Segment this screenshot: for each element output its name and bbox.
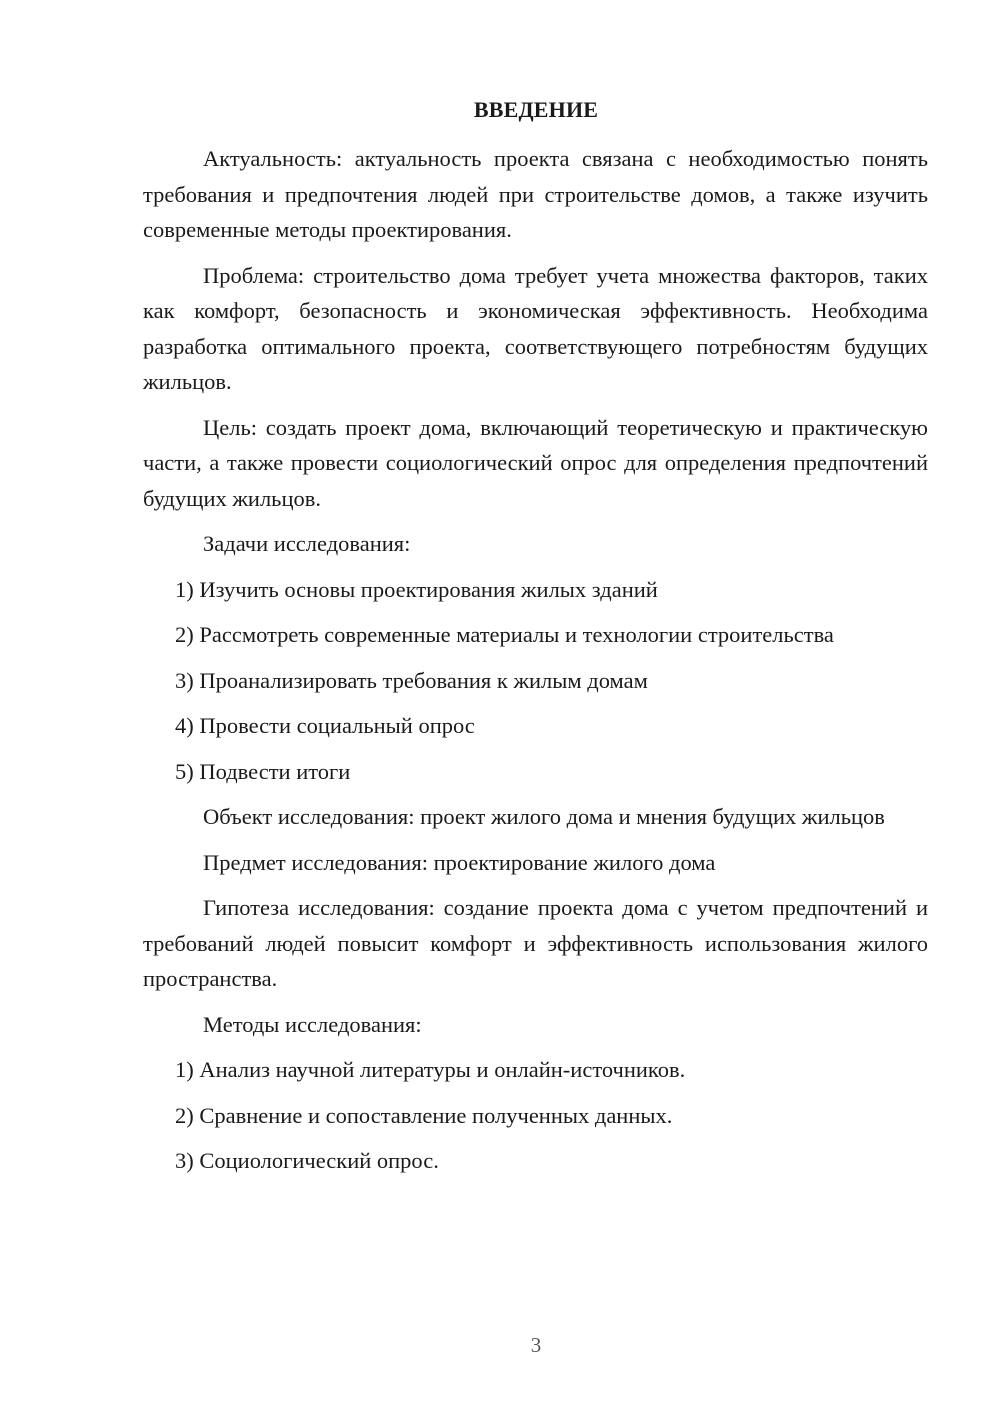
list-item: 2) Рассмотреть современные материалы и технологии строительства [175,622,834,647]
goal-paragraph: Цель: создать проект дома, включающий теоретическую и практическую части, а также провести социологический опрос для определения предпочтений будущих жильцов. [143,414,928,511]
list-item: 3) Социологический опрос. [175,1148,439,1173]
problem-paragraph: Проблема: строительство дома требует учета множества факторов, таких как комфорт, безопасность и экономическая эффективность. Необходима разработка оптимального проекта, соответствующего потребностям будущих жильцов. [143,262,928,394]
list-item: 4) Провести социальный опрос [175,713,475,738]
methods-list [143,1052,928,1179]
list-item: 3) Проанализировать требования к жилым домам [175,667,648,693]
list-item: 1) Анализ научной литературы и онлайн-источников. [175,1057,686,1082]
page-number: 3 [530,1333,542,1357]
hypothesis-paragraph: Гипотеза исследования: создание проекта дома с учетом предпочтений и требований людей повысит комфорт и эффективность использования жилого пространства. [143,895,928,991]
methods-heading: Методы исследования: [203,1011,422,1037]
list-item: 5) Подвести итоги [175,758,351,784]
relevance-paragraph: Актуальность: актуальность проекта связана с необходимостью понять требования и предпочтения людей при строительстве домов, а также изучить современные методы проектирования. [143,146,928,242]
list-item: 2) Сравнение и сопоставление полученных данных. [175,1102,673,1128]
object-paragraph: Объект исследования: проект жилого дома и мнения будущих жильцов [203,804,885,829]
list-item: 1) Изучить основы проектирования жилых зданий [175,576,658,602]
subject-paragraph: Предмет исследования: проектирование жилого дома [203,849,716,875]
tasks-list [143,572,928,790]
tasks-heading: Задачи исследования: [203,531,411,556]
document-body [143,141,928,1189]
section-title: ВВЕДЕНИЕ [473,97,599,122]
